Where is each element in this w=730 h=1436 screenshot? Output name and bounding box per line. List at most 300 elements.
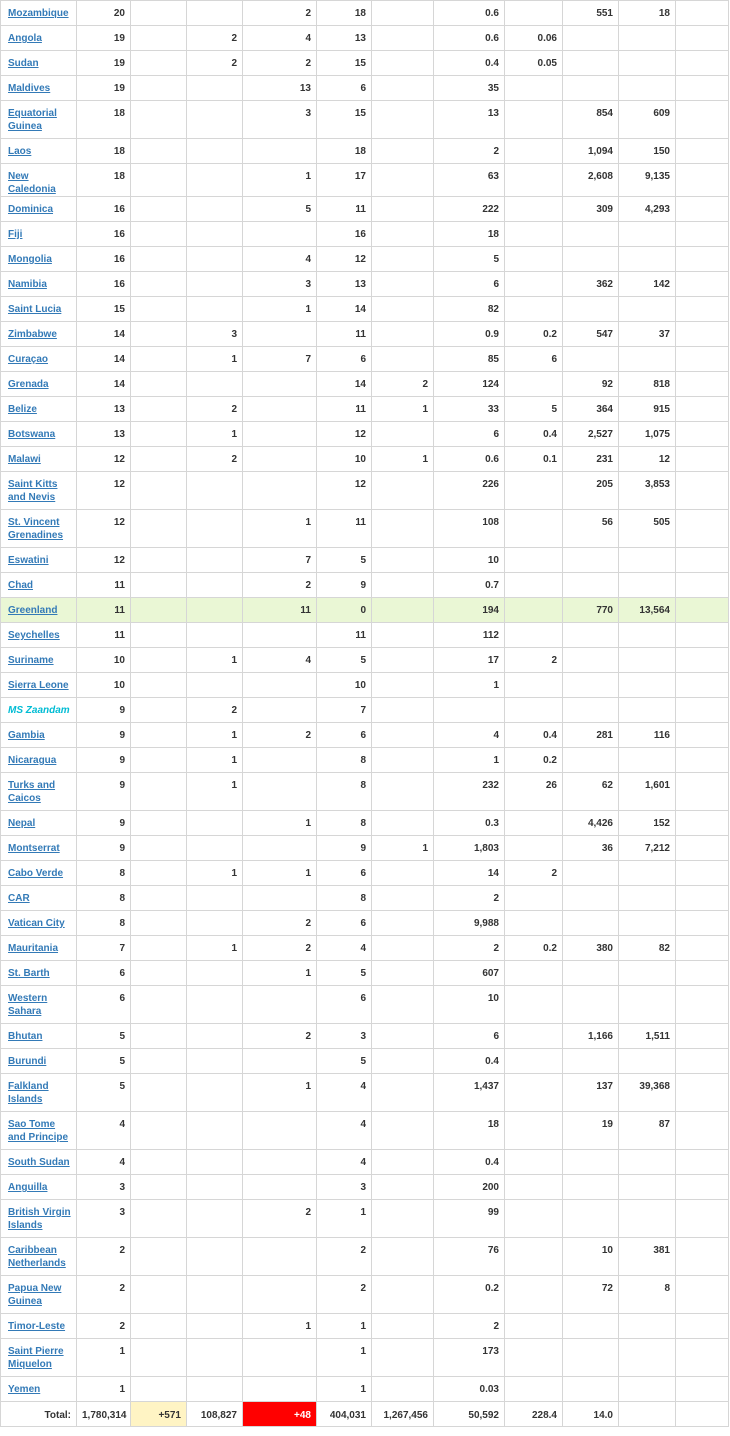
empty-cell <box>676 1276 729 1314</box>
data-cell <box>505 1074 563 1112</box>
country-link[interactable]: Anguilla <box>8 1182 48 1193</box>
country-link[interactable]: Papua New Guinea <box>8 1283 62 1307</box>
country-cell <box>1 673 77 698</box>
data-cell: 1,803 <box>434 836 505 861</box>
data-cell <box>131 598 187 623</box>
data-cell: 231 <box>563 447 619 472</box>
data-cell <box>563 673 619 698</box>
data-cell <box>619 51 676 76</box>
data-cell <box>372 723 434 748</box>
table-body <box>1 1 729 1427</box>
data-cell <box>505 986 563 1024</box>
data-cell <box>187 1175 243 1200</box>
data-cell <box>372 1150 434 1175</box>
data-cell: 854 <box>563 101 619 139</box>
country-link[interactable]: British Virgin Islands <box>8 1207 71 1231</box>
data-cell: 116 <box>619 723 676 748</box>
data-cell: 607 <box>434 961 505 986</box>
country-cell <box>1 347 77 372</box>
data-cell: 13 <box>77 397 131 422</box>
data-cell <box>563 247 619 272</box>
data-cell <box>187 836 243 861</box>
data-cell <box>505 623 563 648</box>
country-cell <box>1 139 77 164</box>
data-cell: 92 <box>563 372 619 397</box>
data-cell: 0.2 <box>505 322 563 347</box>
data-cell: 137 <box>563 1074 619 1112</box>
data-cell: 16 <box>77 247 131 272</box>
data-cell: 26 <box>505 773 563 811</box>
data-cell <box>243 372 317 397</box>
data-cell <box>243 222 317 247</box>
data-cell: 13 <box>317 272 372 297</box>
country-link[interactable]: Mauritania <box>8 943 59 954</box>
data-cell <box>619 911 676 936</box>
data-cell: 124 <box>434 372 505 397</box>
data-cell <box>372 139 434 164</box>
data-cell <box>372 322 434 347</box>
empty-cell <box>676 1049 729 1074</box>
data-cell: 0.3 <box>434 811 505 836</box>
data-cell <box>372 26 434 51</box>
data-cell <box>505 197 563 222</box>
data-cell <box>243 1238 317 1276</box>
data-cell <box>563 548 619 573</box>
data-cell <box>505 1175 563 1200</box>
data-cell <box>187 1314 243 1339</box>
data-cell <box>563 573 619 598</box>
data-cell <box>505 222 563 247</box>
data-cell <box>563 222 619 247</box>
country-link[interactable]: Saint Kitts and Nevis <box>8 479 58 503</box>
data-cell: 200 <box>434 1175 505 1200</box>
data-cell: 8 <box>77 911 131 936</box>
table-row <box>1 1314 729 1339</box>
data-cell: 1,601 <box>619 773 676 811</box>
country-link[interactable]: Caribbean Netherlands <box>8 1245 66 1269</box>
data-cell <box>563 51 619 76</box>
data-cell <box>372 861 434 886</box>
data-cell <box>505 164 563 197</box>
country-link[interactable]: Sierra Leone <box>8 680 69 691</box>
data-cell: 1 <box>372 836 434 861</box>
country-cell <box>1 573 77 598</box>
country-link[interactable]: Burundi <box>8 1056 47 1067</box>
data-cell: 14 <box>77 372 131 397</box>
data-cell <box>372 1377 434 1402</box>
data-cell <box>372 961 434 986</box>
country-link[interactable]: New Caledonia <box>8 171 56 195</box>
data-cell: 87 <box>619 1112 676 1150</box>
data-cell <box>131 1238 187 1276</box>
data-cell <box>619 861 676 886</box>
data-cell: 770 <box>563 598 619 623</box>
data-cell <box>372 1339 434 1377</box>
data-cell: 9 <box>77 811 131 836</box>
data-cell <box>619 548 676 573</box>
data-cell <box>187 1024 243 1049</box>
data-cell <box>563 1377 619 1402</box>
table-row <box>1 247 729 272</box>
country-cell <box>1 222 77 247</box>
data-cell: 547 <box>563 322 619 347</box>
data-cell: 2 <box>434 886 505 911</box>
table-row <box>1 139 729 164</box>
data-cell <box>372 1276 434 1314</box>
table-row <box>1 164 729 197</box>
country-link[interactable]: Nepal <box>8 818 36 829</box>
data-cell: 1 <box>372 447 434 472</box>
data-cell: 12 <box>619 447 676 472</box>
empty-cell <box>676 51 729 76</box>
data-cell: 2 <box>243 1 317 26</box>
data-cell: 2 <box>372 372 434 397</box>
data-cell: 2 <box>317 1238 372 1276</box>
data-cell: 1 <box>243 164 317 197</box>
data-cell: 2 <box>243 911 317 936</box>
data-cell <box>619 222 676 247</box>
data-cell <box>372 1049 434 1074</box>
table-row <box>1 886 729 911</box>
country-link[interactable]: Cabo Verde <box>8 868 64 879</box>
data-cell: 152 <box>619 811 676 836</box>
data-cell: 7 <box>243 548 317 573</box>
data-cell: 1 <box>187 773 243 811</box>
data-cell <box>131 247 187 272</box>
country-cell <box>1 1074 77 1112</box>
data-cell: 0.03 <box>434 1377 505 1402</box>
data-cell <box>505 1 563 26</box>
table-row <box>1 222 729 247</box>
data-cell: 3 <box>243 101 317 139</box>
country-link[interactable]: Sao Tome and Principe <box>8 1119 69 1143</box>
data-cell: 1 <box>434 748 505 773</box>
data-cell: 364 <box>563 397 619 422</box>
data-cell <box>563 648 619 673</box>
country-link[interactable]: Fiji <box>8 229 23 240</box>
data-cell <box>187 886 243 911</box>
country-link[interactable]: Equatorial Guinea <box>8 108 57 132</box>
data-cell: 9 <box>317 573 372 598</box>
data-cell: 4 <box>243 648 317 673</box>
country-link[interactable]: Eswatini <box>8 555 49 566</box>
data-cell <box>505 1200 563 1238</box>
data-cell: 142 <box>619 272 676 297</box>
empty-cell <box>676 1175 729 1200</box>
data-cell: 7,212 <box>619 836 676 861</box>
country-link[interactable]: Grenada <box>8 379 49 390</box>
data-cell: 9,988 <box>434 911 505 936</box>
country-link[interactable]: Seychelles <box>8 630 60 641</box>
data-cell: 9 <box>77 773 131 811</box>
data-cell <box>187 76 243 101</box>
data-cell <box>619 886 676 911</box>
table-row <box>1 573 729 598</box>
table-row <box>1 76 729 101</box>
data-cell: 0.05 <box>505 51 563 76</box>
table-row <box>1 322 729 347</box>
country-link[interactable]: Falkland Islands <box>8 1081 49 1105</box>
data-cell <box>187 573 243 598</box>
empty-cell <box>676 1074 729 1112</box>
country-link[interactable]: Zimbabwe <box>8 329 57 340</box>
data-cell: 33 <box>434 397 505 422</box>
data-cell <box>131 1150 187 1175</box>
data-cell <box>131 397 187 422</box>
country-link[interactable]: Belize <box>8 404 37 415</box>
country-cell <box>1 961 77 986</box>
data-cell: 1 <box>187 723 243 748</box>
data-cell: 3 <box>243 272 317 297</box>
empty-cell <box>676 1150 729 1175</box>
data-cell <box>619 247 676 272</box>
data-cell: 6 <box>317 911 372 936</box>
country-link[interactable]: Chad <box>8 580 33 591</box>
total-cell <box>676 1402 729 1427</box>
country-link[interactable]: Gambia <box>8 730 45 741</box>
country-cell <box>1 372 77 397</box>
data-cell <box>131 986 187 1024</box>
data-cell: 3 <box>317 1175 372 1200</box>
empty-cell <box>676 510 729 548</box>
data-cell <box>619 1200 676 1238</box>
data-cell: 1 <box>243 861 317 886</box>
data-cell <box>131 748 187 773</box>
data-cell <box>187 510 243 548</box>
data-cell: 2 <box>243 1200 317 1238</box>
country-link[interactable]: Mozambique <box>8 8 69 19</box>
total-cell: 108,827 <box>187 1402 243 1427</box>
country-link[interactable]: Greenland <box>8 605 58 616</box>
data-cell: 2 <box>505 861 563 886</box>
country-link[interactable]: Laos <box>8 146 32 157</box>
table-row <box>1 648 729 673</box>
data-cell: 915 <box>619 397 676 422</box>
data-cell: 2 <box>77 1314 131 1339</box>
country-link[interactable]: Saint Lucia <box>8 304 62 315</box>
data-cell <box>505 911 563 936</box>
data-cell <box>372 1314 434 1339</box>
empty-cell <box>676 272 729 297</box>
data-cell <box>372 1112 434 1150</box>
data-cell <box>619 1150 676 1175</box>
empty-cell <box>676 811 729 836</box>
data-cell: 0.1 <box>505 447 563 472</box>
data-cell <box>619 623 676 648</box>
data-cell <box>187 1238 243 1276</box>
country-link[interactable]: Turks and Caicos <box>8 780 56 804</box>
data-cell <box>563 347 619 372</box>
data-cell: 1 <box>77 1377 131 1402</box>
data-cell: 108 <box>434 510 505 548</box>
data-cell: 505 <box>619 510 676 548</box>
data-cell <box>372 573 434 598</box>
data-cell <box>619 648 676 673</box>
data-cell: 11 <box>77 623 131 648</box>
data-cell <box>372 548 434 573</box>
empty-cell <box>676 397 729 422</box>
country-link[interactable]: Angola <box>8 33 42 44</box>
data-cell: 19 <box>77 76 131 101</box>
country-link[interactable]: Curaçao <box>8 354 49 365</box>
country-link[interactable]: Maldives <box>8 83 51 94</box>
data-cell: 10 <box>563 1238 619 1276</box>
table-row <box>1 1276 729 1314</box>
empty-cell <box>676 1112 729 1150</box>
data-cell <box>187 297 243 322</box>
country-link[interactable]: Botswana <box>8 429 56 440</box>
data-cell: 0.6 <box>434 26 505 51</box>
data-cell: 2 <box>187 26 243 51</box>
data-cell: 11 <box>317 197 372 222</box>
data-cell <box>131 197 187 222</box>
country-link[interactable]: Mongolia <box>8 254 52 265</box>
data-cell <box>372 164 434 197</box>
country-link[interactable]: Montserrat <box>8 843 60 854</box>
data-cell: 1,511 <box>619 1024 676 1049</box>
data-cell: 2 <box>187 447 243 472</box>
empty-cell <box>676 297 729 322</box>
total-new-deaths: +48 <box>243 1402 317 1427</box>
data-cell <box>131 26 187 51</box>
data-cell <box>372 1074 434 1112</box>
data-cell: 8 <box>317 773 372 811</box>
country-cell <box>1 1339 77 1377</box>
data-cell: 13 <box>317 26 372 51</box>
data-cell: 3 <box>317 1024 372 1049</box>
data-cell <box>187 1339 243 1377</box>
data-cell <box>505 139 563 164</box>
data-cell: 15 <box>317 101 372 139</box>
country-cell <box>1 164 77 197</box>
data-cell <box>563 1339 619 1377</box>
data-cell: 0 <box>317 598 372 623</box>
data-cell <box>372 272 434 297</box>
country-cell <box>1 836 77 861</box>
country-link[interactable]: Suriname <box>8 655 54 666</box>
data-cell: 39,368 <box>619 1074 676 1112</box>
data-cell <box>243 673 317 698</box>
data-cell: 4 <box>77 1150 131 1175</box>
table-row <box>1 723 729 748</box>
table-row <box>1 936 729 961</box>
data-cell <box>243 1276 317 1314</box>
country-cell <box>1 986 77 1024</box>
empty-cell <box>676 26 729 51</box>
data-cell: 1 <box>187 648 243 673</box>
data-cell <box>187 1377 243 1402</box>
data-cell: 11 <box>317 510 372 548</box>
data-cell <box>243 397 317 422</box>
data-cell <box>243 322 317 347</box>
data-cell <box>372 347 434 372</box>
country-cell <box>1 297 77 322</box>
data-cell <box>505 811 563 836</box>
data-cell: 15 <box>77 297 131 322</box>
table-row <box>1 698 729 723</box>
data-cell <box>619 26 676 51</box>
data-cell: 11 <box>317 623 372 648</box>
data-cell <box>372 936 434 961</box>
data-cell <box>563 1049 619 1074</box>
data-cell: 2 <box>243 51 317 76</box>
data-cell <box>187 247 243 272</box>
country-cell <box>1 397 77 422</box>
empty-cell <box>676 723 729 748</box>
country-link[interactable]: Western Sahara <box>8 993 48 1017</box>
data-cell <box>563 297 619 322</box>
data-cell <box>563 1314 619 1339</box>
country-link[interactable]: Saint Pierre Miquelon <box>8 1346 64 1370</box>
data-cell <box>131 447 187 472</box>
data-cell: 82 <box>434 297 505 322</box>
data-cell: 8 <box>317 748 372 773</box>
data-cell <box>619 1339 676 1377</box>
data-cell: 14 <box>317 297 372 322</box>
data-cell: 13 <box>243 76 317 101</box>
country-link[interactable]: Dominica <box>8 204 54 215</box>
table-row <box>1 623 729 648</box>
data-cell: 4 <box>317 1150 372 1175</box>
total-cell: 1,780,314 <box>77 1402 131 1427</box>
data-cell <box>131 1377 187 1402</box>
data-cell: 0.9 <box>434 322 505 347</box>
data-cell <box>505 698 563 723</box>
data-cell: 818 <box>619 372 676 397</box>
country-link[interactable]: Namibia <box>8 279 47 290</box>
data-cell <box>131 222 187 247</box>
data-cell <box>505 1024 563 1049</box>
data-cell <box>619 1175 676 1200</box>
country-cell <box>1 510 77 548</box>
data-cell <box>131 1314 187 1339</box>
country-link[interactable]: Timor-Leste <box>8 1321 66 1332</box>
empty-cell <box>676 1238 729 1276</box>
country-link[interactable]: Bhutan <box>8 1031 43 1042</box>
country-link[interactable]: Nicaragua <box>8 755 57 766</box>
country-link[interactable]: Sudan <box>8 58 39 69</box>
data-cell <box>563 1200 619 1238</box>
data-cell <box>131 1175 187 1200</box>
data-cell <box>243 1112 317 1150</box>
data-cell: 14 <box>77 322 131 347</box>
data-cell <box>187 1276 243 1314</box>
country-link[interactable]: Malawi <box>8 454 41 465</box>
country-link[interactable]: South Sudan <box>8 1157 70 1168</box>
data-cell: 20 <box>77 1 131 26</box>
data-cell: 1 <box>243 811 317 836</box>
data-cell <box>563 861 619 886</box>
country-link[interactable]: St. Vincent Grenadines <box>8 517 64 541</box>
data-cell: 1 <box>317 1377 372 1402</box>
data-cell <box>131 297 187 322</box>
country-link[interactable]: Vatican City <box>8 918 65 929</box>
country-link[interactable]: CAR <box>8 893 30 904</box>
table-row <box>1 1200 729 1238</box>
country-cell <box>1 26 77 51</box>
table-row <box>1 548 729 573</box>
data-cell: 18 <box>317 1 372 26</box>
country-cell <box>1 886 77 911</box>
empty-cell <box>676 911 729 936</box>
empty-cell <box>676 447 729 472</box>
data-cell <box>187 986 243 1024</box>
country-link[interactable]: St. Barth <box>8 968 50 979</box>
empty-cell <box>676 76 729 101</box>
data-cell: 1 <box>243 297 317 322</box>
data-cell <box>131 272 187 297</box>
country-link[interactable]: Yemen <box>8 1384 41 1395</box>
